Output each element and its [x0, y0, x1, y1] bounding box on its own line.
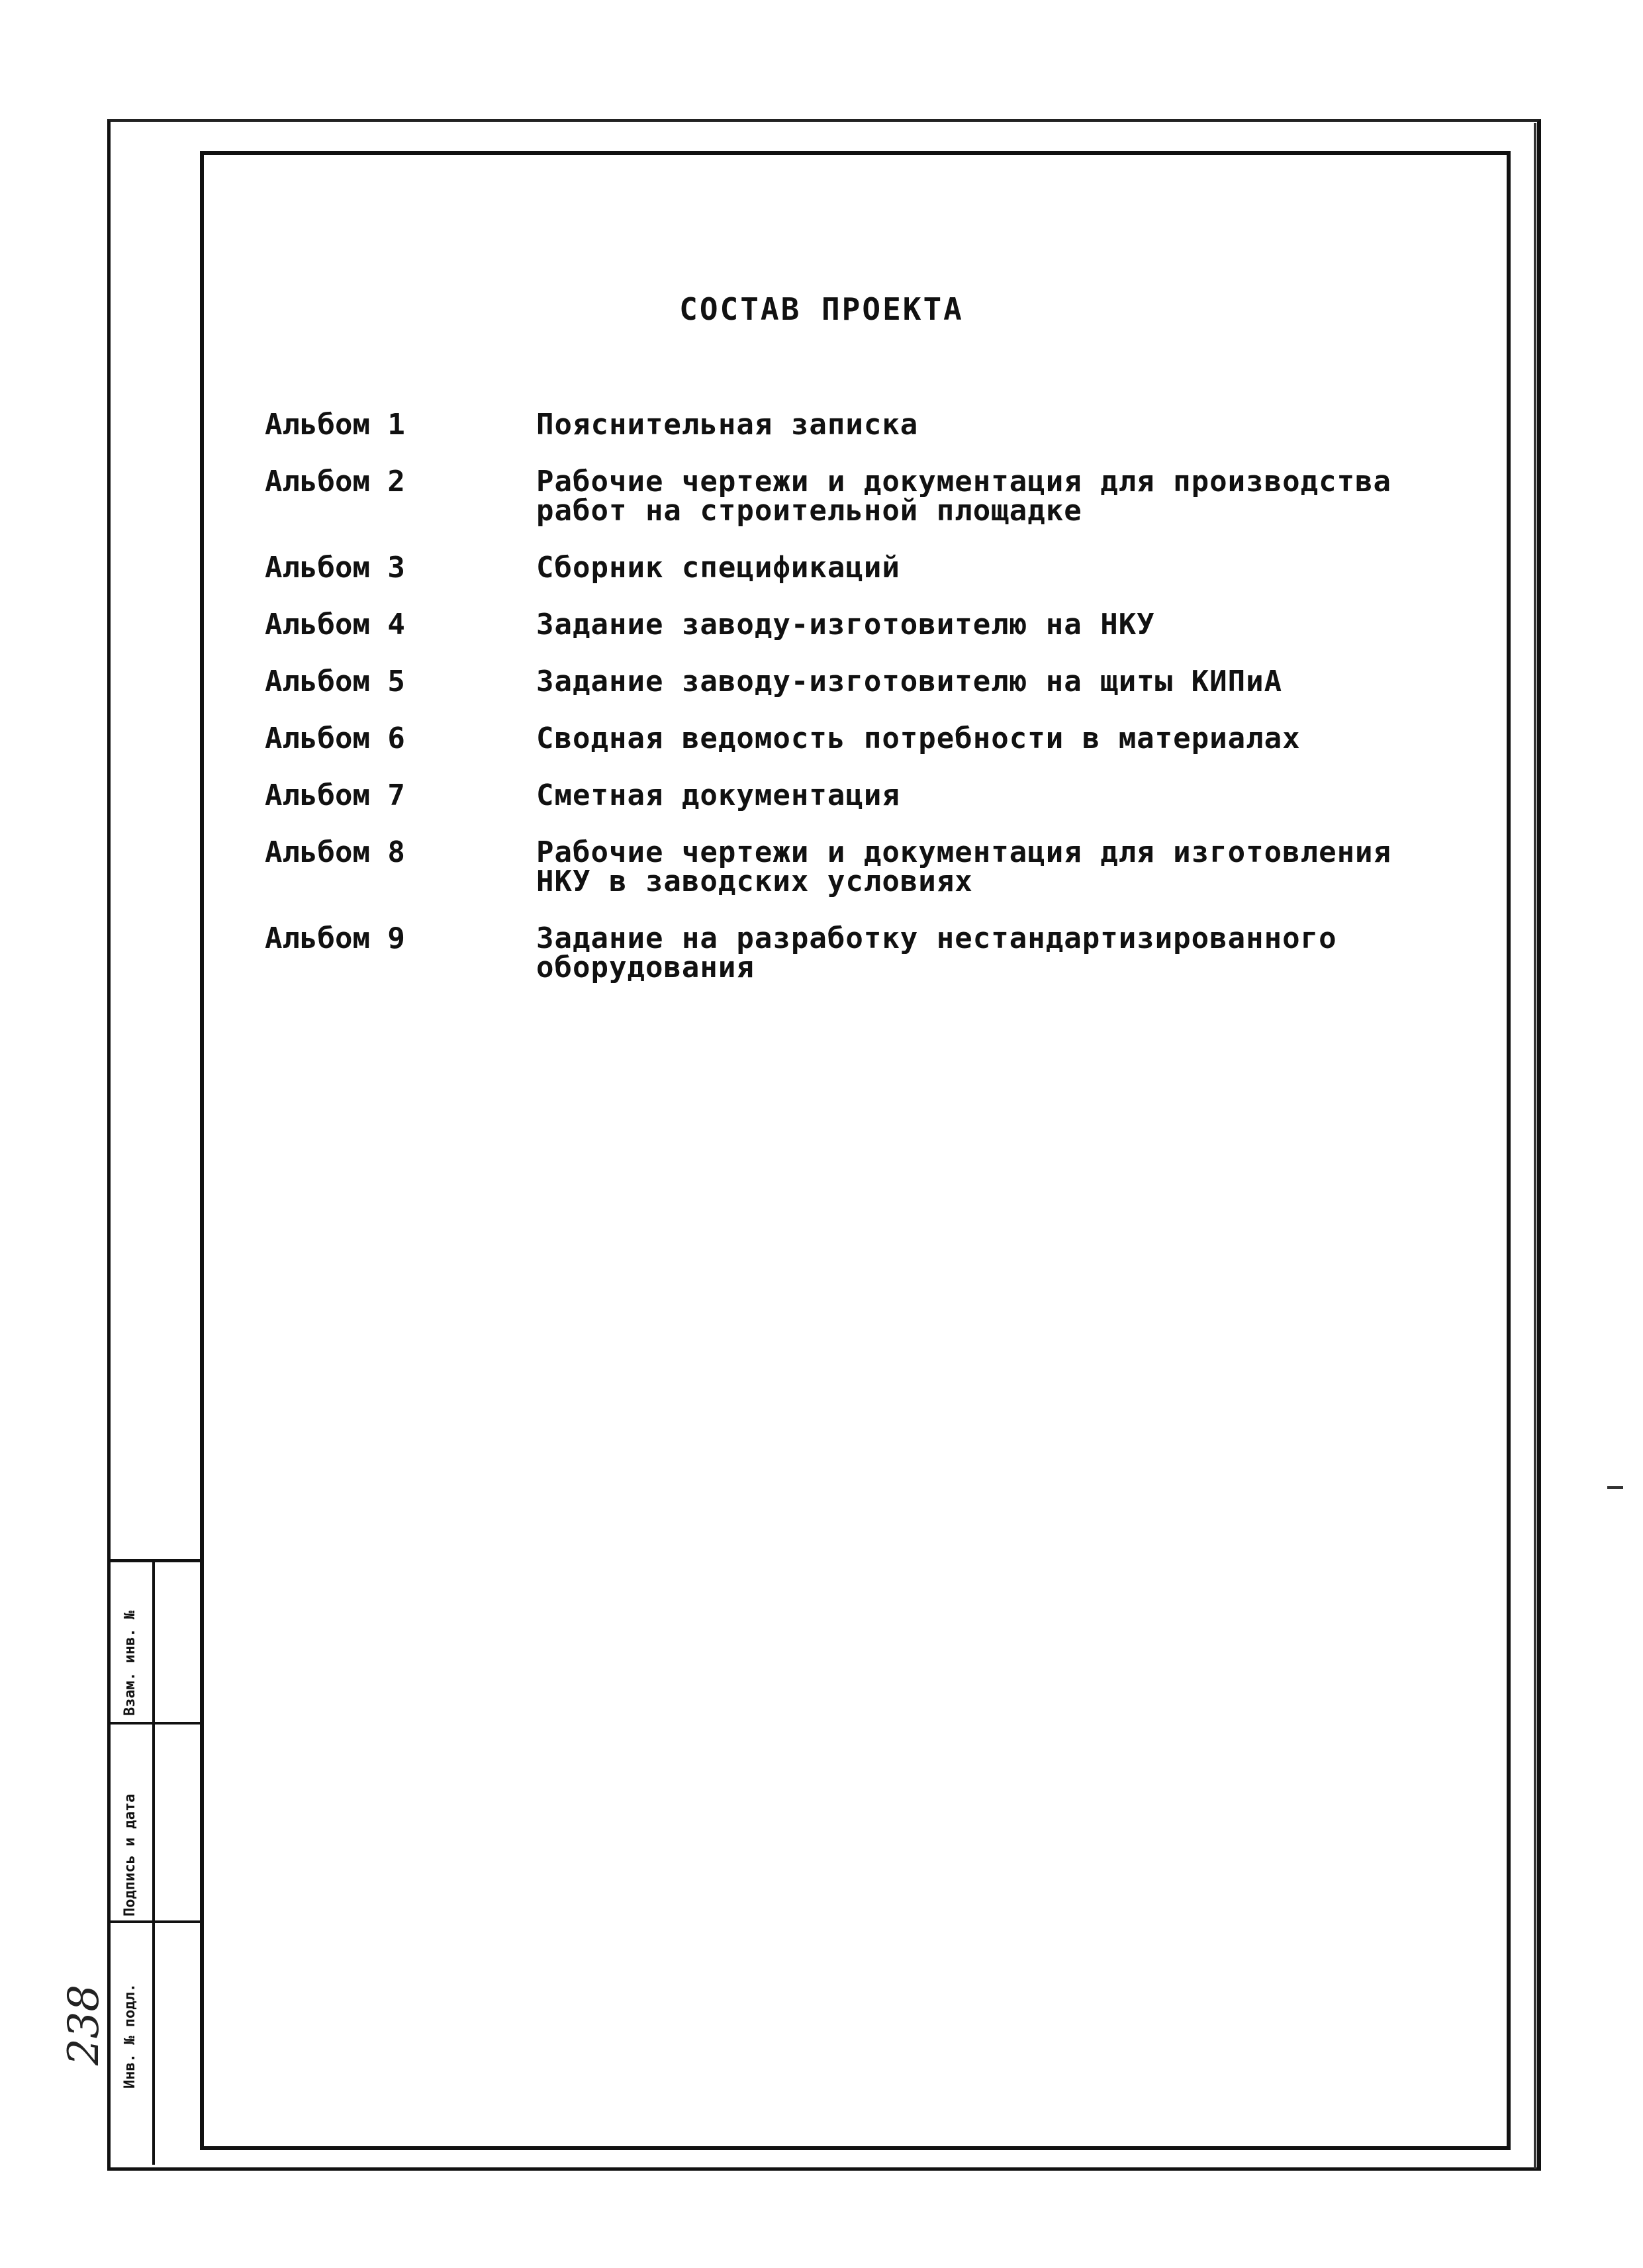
- list-item: [265, 610, 1456, 639]
- album-text: Рабочие чертежи и документация для производства работ на строительной площадке: [536, 465, 1392, 528]
- list-item: [265, 467, 1456, 526]
- edge-mark: [1607, 1486, 1623, 1489]
- album-text: Сметная документация: [536, 779, 900, 812]
- album-label: Альбом 8: [265, 835, 405, 869]
- list-item: [265, 410, 1456, 440]
- album-label: Альбом 4: [265, 608, 405, 641]
- list-item: [265, 781, 1456, 810]
- album-label: Альбом 1: [265, 408, 405, 442]
- right-edge-line: [1534, 123, 1536, 2169]
- album-label: Альбом 5: [265, 665, 405, 698]
- album-text: Задание заводу-изготовителю на НКУ: [536, 608, 1155, 641]
- stamp-label-column: [107, 1562, 155, 2165]
- album-label: Альбом 9: [265, 921, 405, 955]
- album-text: Сводная ведомость потребности в материалах: [536, 722, 1301, 755]
- stamp-label-signature-date: Подпись и дата: [122, 1793, 138, 1916]
- binding-stamp: [107, 1559, 200, 2165]
- list-item: [265, 835, 1456, 898]
- stamp-cell-original: [107, 1923, 152, 2168]
- stamp-label-inv-original: Инв. № подл.: [122, 1983, 138, 2089]
- stamp-cell-signature: [107, 1725, 152, 1923]
- handwritten-inventory-number: 238: [60, 1984, 109, 2065]
- album-label: Альбом 6: [265, 722, 405, 755]
- list-item: [265, 667, 1456, 696]
- album-text: Задание заводу-изготовителю на щиты КИПиА: [536, 665, 1283, 698]
- stamp-value-column: [155, 1562, 200, 2165]
- list-item: [265, 921, 1456, 984]
- album-text: Пояснительная записка: [536, 408, 919, 442]
- page-title: СОСТАВ ПРОЕКТА: [679, 291, 964, 327]
- stamp-value-replace: [155, 1562, 200, 1725]
- stamp-label-inv-replace: Взам. инв. №: [122, 1611, 138, 1716]
- list-item: [265, 553, 1456, 583]
- album-text: Задание на разработку нестандартизированного оборудования: [536, 921, 1337, 984]
- album-text: Рабочие чертежи и документация для изготовления НКУ в заводских условиях: [536, 835, 1392, 898]
- stamp-value-signature: [155, 1725, 200, 1923]
- list-item: [265, 724, 1456, 753]
- album-list: [265, 410, 1456, 982]
- album-label: Альбом 2: [265, 465, 405, 498]
- stamp-cell-replace: [107, 1562, 152, 1725]
- album-label: Альбом 7: [265, 779, 405, 812]
- album-label: Альбом 3: [265, 551, 405, 585]
- album-text: Сборник спецификаций: [536, 551, 900, 585]
